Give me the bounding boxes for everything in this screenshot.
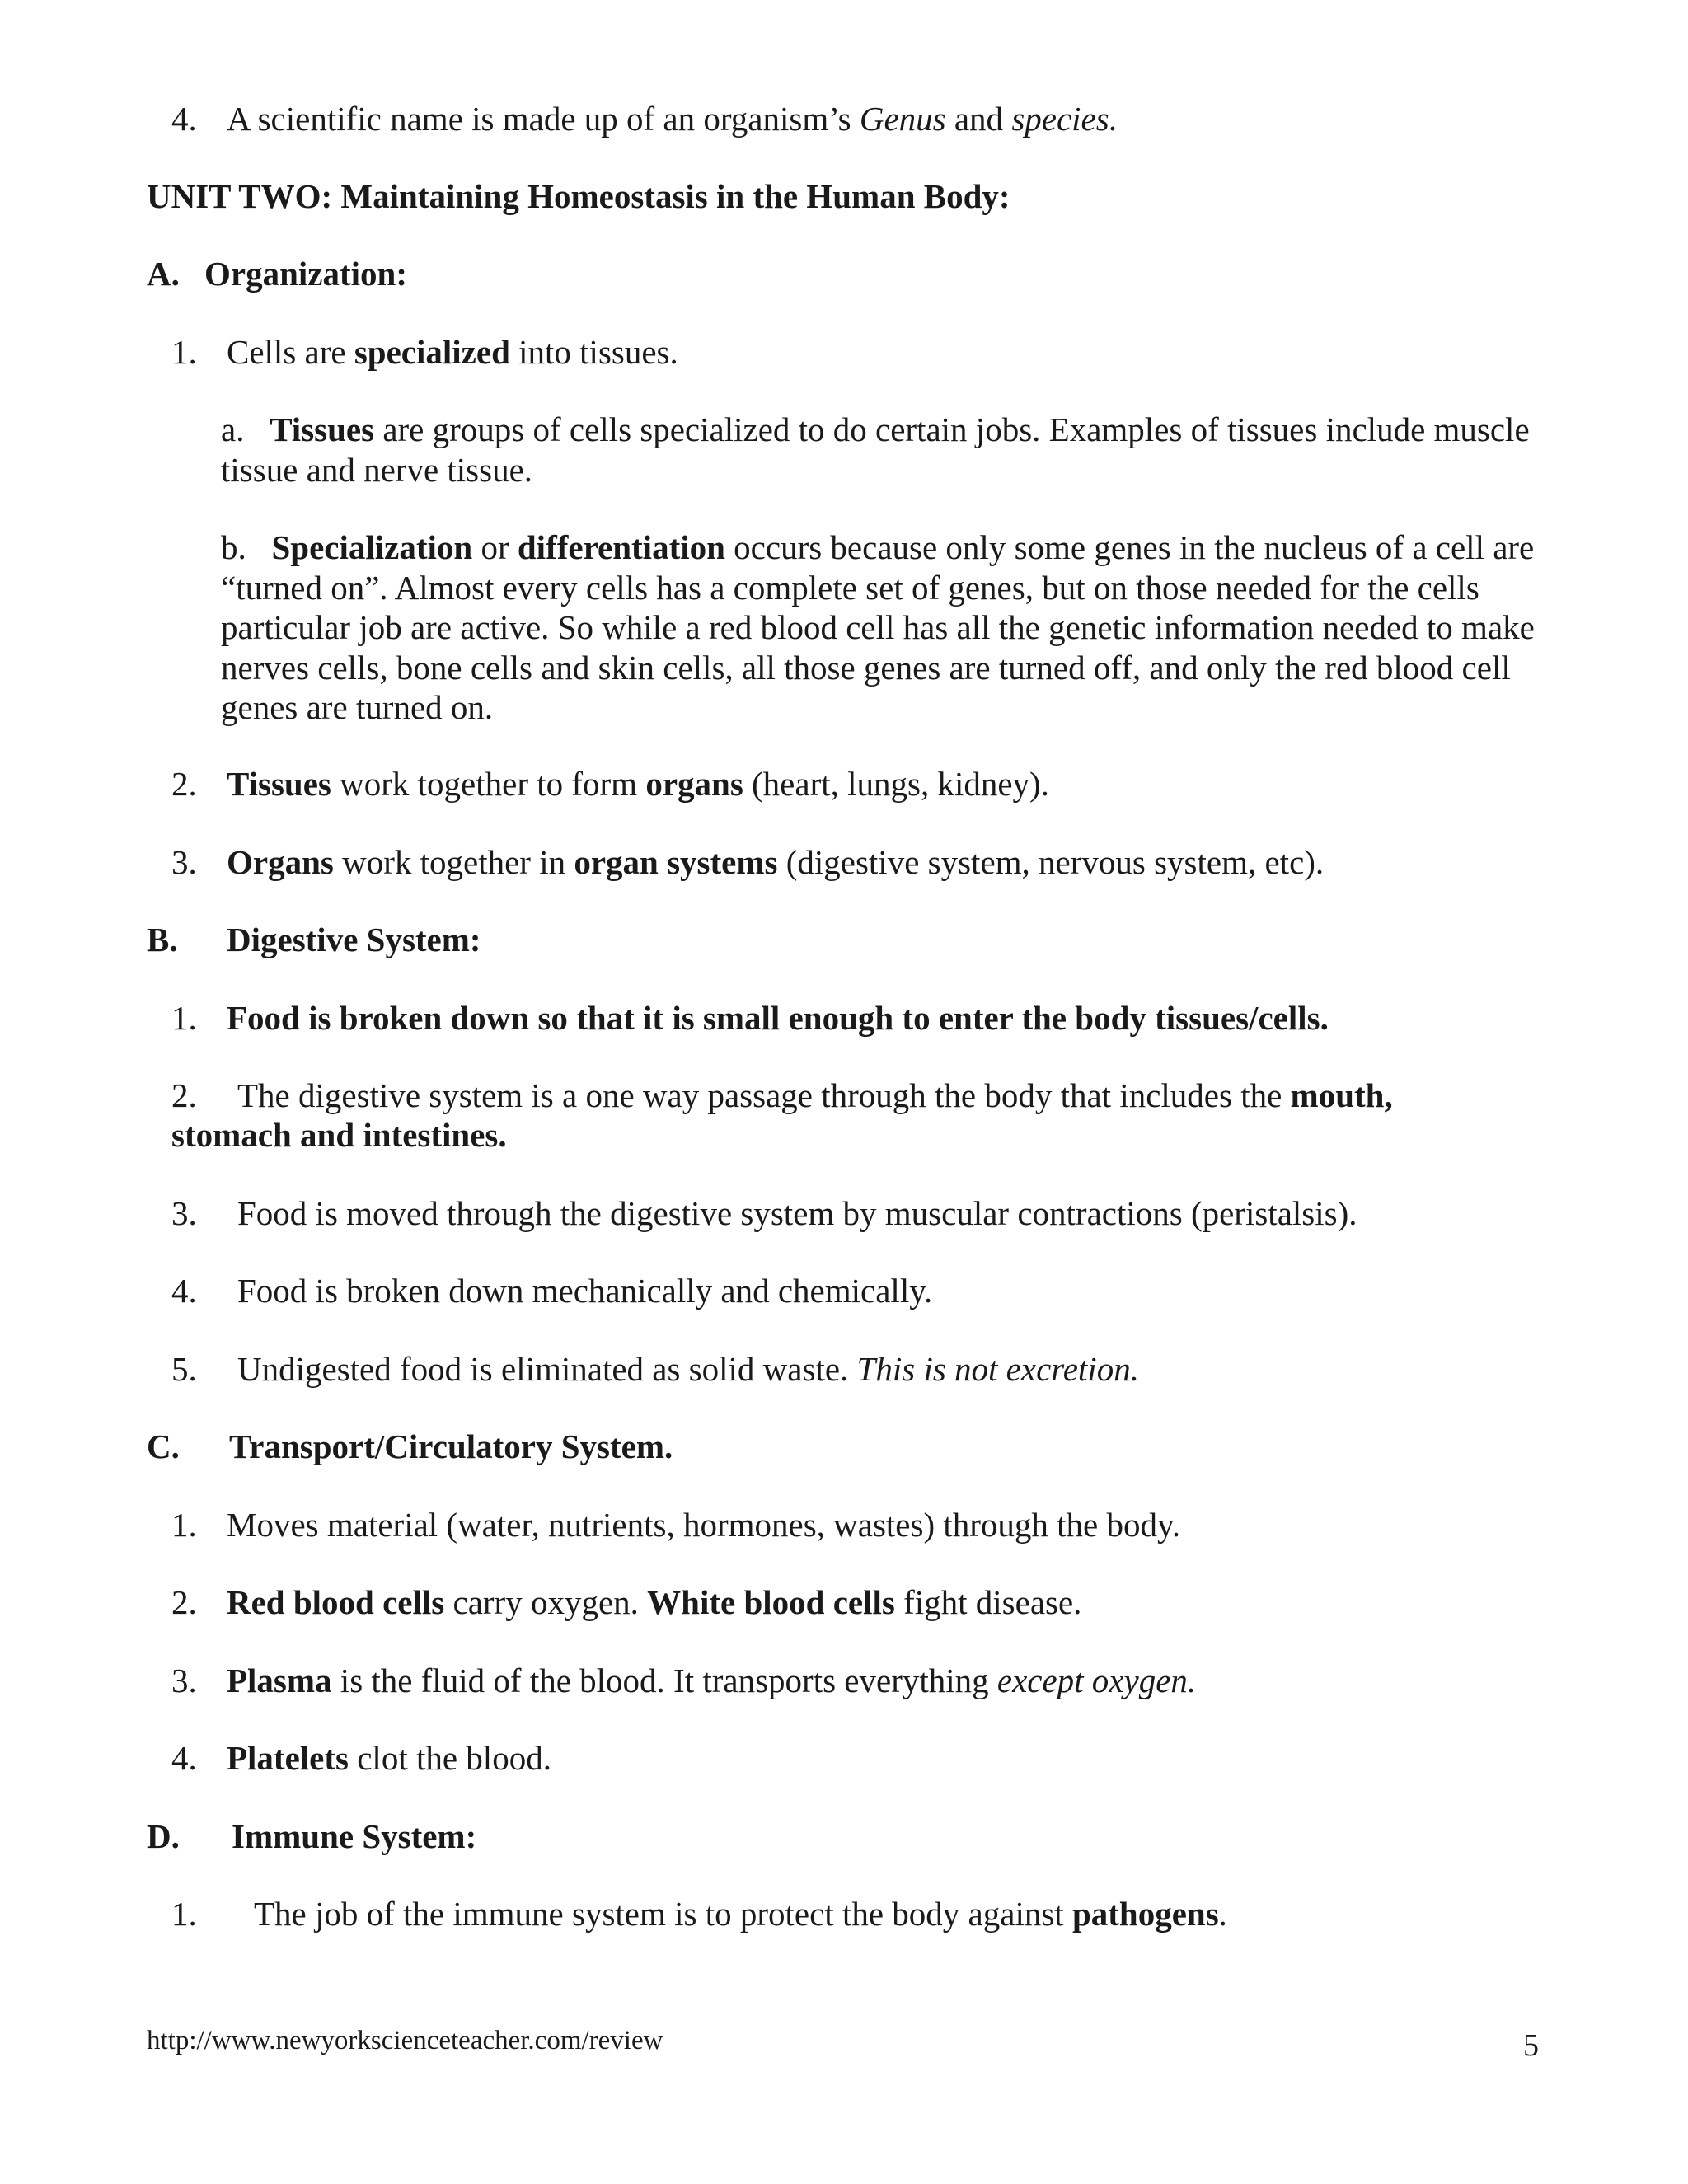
- page-number: 5: [1523, 2028, 1539, 2063]
- list-item-continuation: stomach and intestines.: [171, 1116, 507, 1154]
- unit-title: UNIT TWO: Maintaining Homeostasis in the Human Body:: [147, 177, 1010, 215]
- footer-url-link[interactable]: http://www.newyorkscienceteacher.com/review: [147, 2026, 663, 2055]
- sub-item: b. Specialization or differentiation occurs because only some genes in the nucleus of a cell are “turned on”. Almost every cells has a complete set of genes, but on those needed for the cells particular job are active. So while a red blood cell has all the genetic information needed to make nerves cells, bone cells and skin cells, all those genes are turned off, and only the red blood cell genes are turned on.: [221, 528, 1535, 726]
- item-text: A scientific name is made up of an organism’s Genus and species.: [227, 100, 1118, 138]
- document-page: 4. A scientific name is made up of an organism’s Genus and species. UNIT TWO: Maintaining Homeostasis in the Human Body: A. Organization: 1. Cells are specialized into tissues. a. Tissues are groups of cells specialized to do certain jobs. Examples of tissues include muscle tissue and nerve tissue. b. Specialization or differentiation occurs because only some genes in the nucleus of a cell are “turned on”. Almost every cells has a complete set of genes, but on those needed for the cells particular job are active. So while a red blood cell has all the genetic information needed to make nerves cells, bone cells and skin cells, all those genes are turned off, and only the red blood cell genes are turned on. 2. Tissues work together to form organs (heart, lungs, kidney). 3. Organs work together in organ systems (digestive system, nervous system, etc). B. Digestive System: 1. Food is broken down so that it is small enough to enter the body tissues/cells. 2. The digestive system is a one way passage through the body that includes the mouth, stomach and intestines. 3. Food is moved through the digestive system by muscular contractions (peristalsis). 4. Food is broken down mechanically and chemically. 5. Undigested food is eliminated as solid waste. This is not excretion. C. Transport/Circulatory System. 1. Moves material (water, nutrients, hormones, wastes) through the body. 2. Red blood cells carry oxygen. White blood cells fight disease. 3. Plasma is the fluid of the blood. It transports everything except oxygen. 4. Platelets clot the blood. D. Immune System: 1. The job of the immune system is to protect the body against pathogens. http://www.newyorkscienceteacher.com/review 5: [0, 0, 1688, 2184]
- item-number: 4.: [171, 100, 197, 138]
- sub-item: a. Tissues are groups of cells specialized to do certain jobs. Examples of tissues include muscle tissue and nerve tissue.: [221, 410, 1530, 489]
